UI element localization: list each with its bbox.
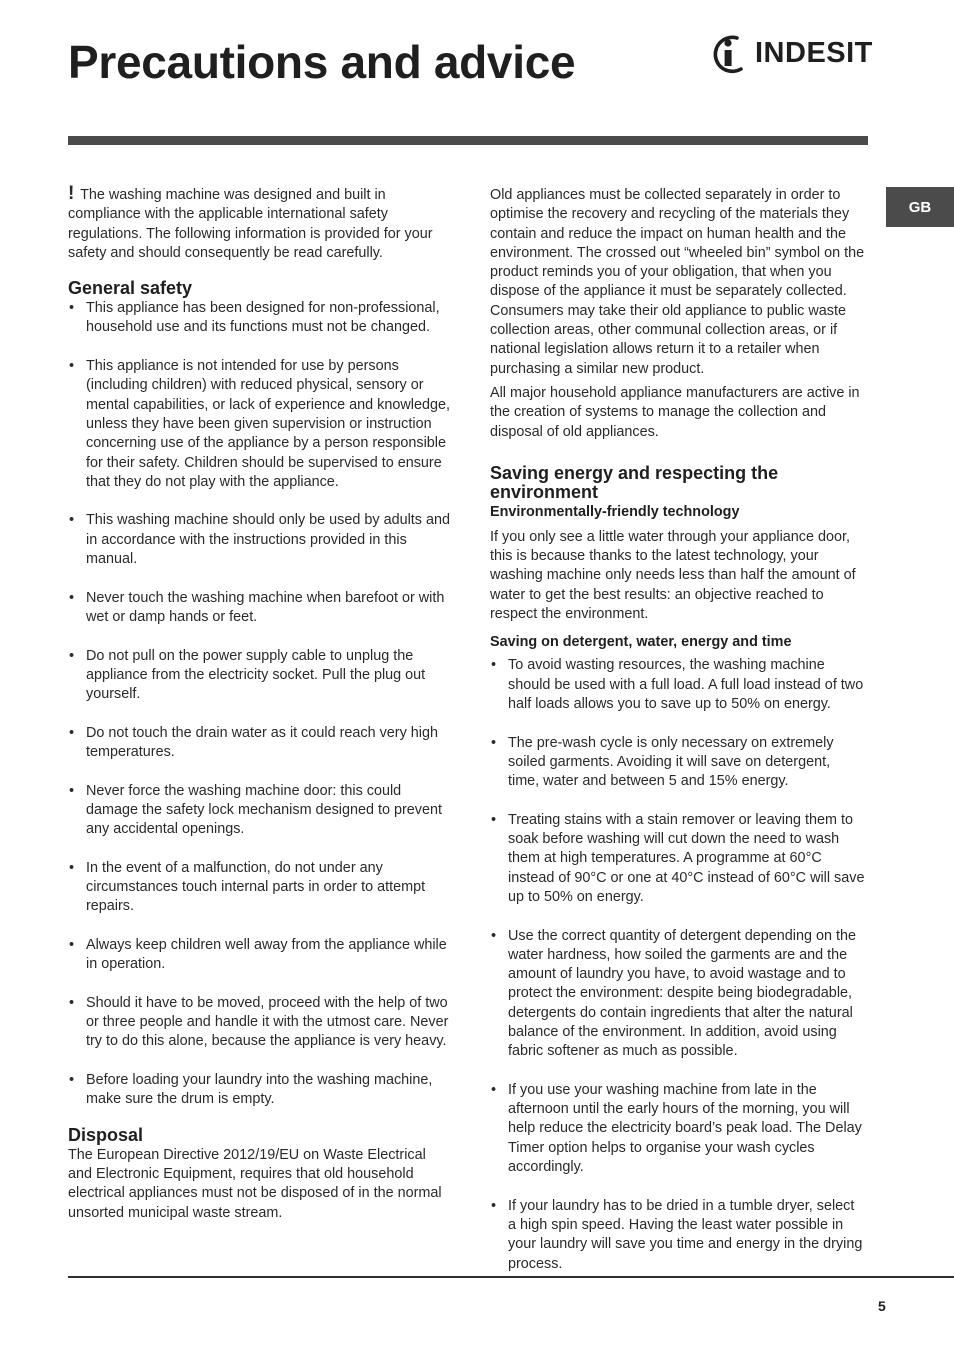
list-item: • This appliance has been designed for non-professional, household use and its functions must not be changed. bbox=[68, 299, 453, 338]
list-item: • Always keep children well away from the appliance while in operation. bbox=[68, 936, 453, 975]
list-item: • Before loading your laundry into the washing machine, make sure the drum is empty. bbox=[68, 1071, 453, 1110]
page-number: 5 bbox=[878, 1298, 886, 1314]
list-item: • This appliance is not intended for use by persons (including children) with reduced physical, sensory or mental capabilities, or lack of experience and knowledge, unless they have been given supervision or instruction concerning use of the appliance by a person responsible for their safety. Children should be supervised to ensure that they do not play with the appliance. bbox=[68, 357, 453, 492]
disposal-heading: Disposal bbox=[68, 1124, 144, 1145]
language-tab: GB bbox=[886, 187, 954, 227]
saving-subheading-detergent: Saving on detergent, water, energy and time bbox=[490, 634, 792, 651]
general-safety-list bbox=[68, 299, 453, 1109]
brand-name: INDESIT bbox=[755, 37, 873, 69]
saving-list bbox=[490, 656, 865, 1274]
list-item: • Do not pull on the power supply cable to unplug the appliance from the electricity socket. Pull the plug out yourself. bbox=[68, 647, 453, 705]
list-item: • Use the correct quantity of detergent depending on the water hardness, how soiled the garments are and the amount of laundry you have, to avoid wastage and to protect the environment: despite being biodegradable, detergents do contain ingredients that alter the natural balance of the environment. In addition, avoid using fabric softener as much as possible. bbox=[490, 927, 865, 1062]
disposal-paragraph: The European Directive 2012/19/EU on Waste Electrical and Electronic Equipment, requires that old household electrical appliances must not be disposed of in the normal unsorted municipal waste stream. bbox=[68, 1146, 442, 1221]
saving-heading: Saving energy and respecting the environment bbox=[490, 462, 779, 502]
intro-text: The washing machine was designed and built in compliance with the applicable international safety regulations. The following information is provided for your safety and should consequently be read carefully. bbox=[68, 187, 433, 261]
intro-paragraph bbox=[68, 183, 453, 263]
list-item: • In the event of a malfunction, do not under any circumstances touch internal parts in order to attempt repairs. bbox=[68, 859, 453, 917]
brand-logo bbox=[707, 33, 873, 75]
indesit-i-icon bbox=[707, 33, 751, 75]
list-item: • Should it have to be moved, proceed with the help of two or three people and handle it with the utmost care. Never try to do this alone, because the appliance is very heavy. bbox=[68, 994, 453, 1052]
general-safety-heading: General safety bbox=[68, 278, 193, 299]
left-column bbox=[68, 183, 453, 1228]
list-item: • Treating stains with a stain remover or leaving them to soak before washing will cut down the need to wash them at high temperatures. A programme at 60°C instead of 90°C or one at 40°C instead of 60°C will save up to 50% on energy. bbox=[490, 811, 865, 907]
list-item: • The pre-wash cycle is only necessary on extremely soiled garments. Avoiding it will save on detergent, time, water and between 5 and 15% energy. bbox=[490, 734, 865, 792]
list-item: • To avoid wasting resources, the washing machine should be used with a full load. A full load instead of two half loads allows you to save up to 50% on energy. bbox=[490, 656, 865, 714]
disposal-paragraph-3: All major household appliance manufacturers are active in the creation of systems to manage the collection and disposal of old appliances. bbox=[490, 384, 860, 440]
list-item: • If you use your washing machine from late in the afternoon until the early hours of the morning, you will help reduce the electricity board’s peak load. The Delay Timer option helps to organise your wash cycles accordingly. bbox=[490, 1081, 865, 1177]
warning-mark: ! bbox=[68, 183, 75, 204]
list-item: • Do not touch the drain water as it could reach very high temperatures. bbox=[68, 724, 453, 763]
technology-paragraph: If you only see a little water through your appliance door, this is because thanks to the latest technology, your washing machine only needs less than half the amount of water to get the best results: an objective reached to respect the environment. bbox=[490, 528, 856, 623]
list-item: • Never force the washing machine door: this could damage the safety lock mechanism designed to prevent any accidental openings. bbox=[68, 782, 453, 840]
list-item: • Never touch the washing machine when barefoot or with wet or damp hands or feet. bbox=[68, 589, 453, 628]
disposal-paragraph-2: Old appliances must be collected separately in order to optimise the recovery and recycling of the materials they contain and reduce the impact on human health and the environment. The crossed out “wheeled bin” symbol on the product reminds you of your obligation, that when you dispose of the appliance it must be separately collected. Consumers may take their old appliance to public waste collection areas, other communal collection areas, or if national legislation allows return it to a retailer when purchasing a similar new product. bbox=[490, 187, 865, 377]
list-item: • If your laundry has to be dried in a tumble dryer, select a high spin speed. Having the least water possible in your laundry will save you time and energy in the drying process. bbox=[490, 1197, 865, 1274]
footer-divider bbox=[68, 1276, 954, 1278]
list-item: • This washing machine should only be used by adults and in accordance with the instructions provided in this manual. bbox=[68, 511, 453, 569]
page-title: Precautions and advice bbox=[68, 36, 576, 88]
right-column bbox=[490, 186, 865, 1274]
saving-subheading-technology: Environmentally-friendly technology bbox=[490, 503, 740, 520]
header-divider bbox=[68, 136, 868, 145]
